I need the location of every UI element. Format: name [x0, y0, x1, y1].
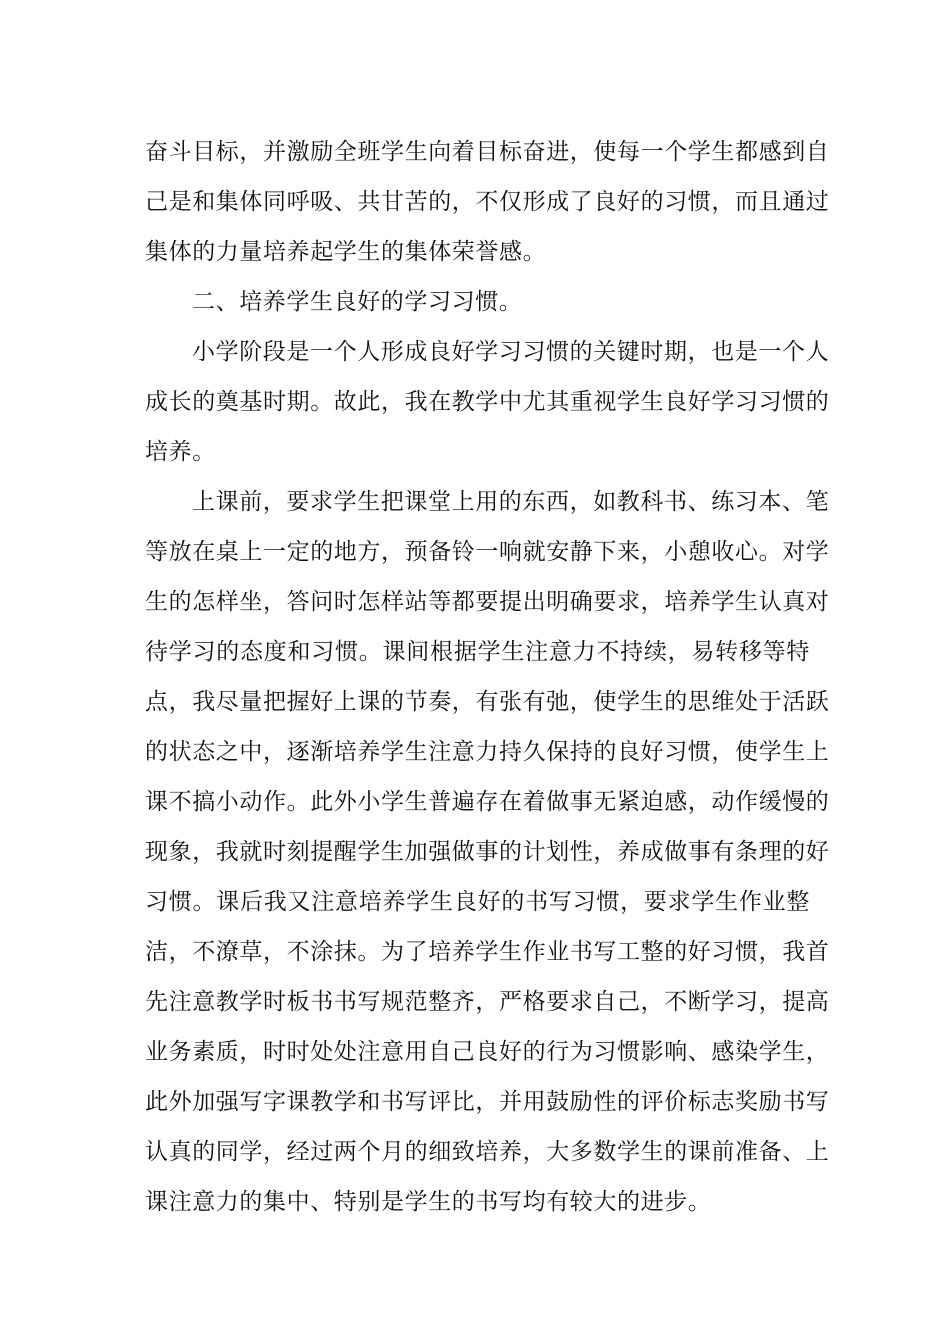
- paragraph-line: 待学习的态度和习惯。课间根据学生注意力不持续，易转移等特: [145, 639, 810, 665]
- paragraph-line: 培养。: [145, 439, 216, 465]
- paragraph-line: 己是和集体同呼吸、共甘苦的，不仅形成了良好的习惯，而且通过: [145, 189, 830, 215]
- paragraph-line: 课不搞小动作。此外小学生普遍存在着做事无紧迫感，动作缓慢的: [145, 789, 830, 815]
- paragraph-line: 认真的同学，经过两个月的细致培养，大多数学生的课前准备、上: [145, 1139, 830, 1165]
- section-heading: 二、培养学生良好的学习习惯。: [192, 289, 523, 315]
- paragraph-line: 等放在桌上一定的地方，预备铃一响就安静下来，小憩收心。对学: [145, 539, 830, 565]
- paragraph-line: 的状态之中，逐渐培养学生注意力持久保持的良好习惯，使学生上: [145, 739, 830, 765]
- paragraph-line: 点，我尽量把握好上课的节奏，有张有弛，使学生的思维处于活跃: [145, 689, 830, 715]
- paragraph-line: 课注意力的集中、特别是学生的书写均有较大的进步。: [145, 1189, 712, 1215]
- paragraph-line: 习惯。课后我又注意培养学生良好的书写习惯，要求学生作业整: [145, 889, 810, 915]
- paragraph-line: 此外加强写字课教学和书写评比，并用鼓励性的评价标志奖励书写: [145, 1089, 830, 1115]
- paragraph-line: 成长的奠基时期。故此，我在教学中尤其重视学生良好学习习惯的: [145, 389, 830, 415]
- paragraph-line: 上课前，要求学生把课堂上用的东西，如教科书、练习本、笔: [192, 489, 830, 515]
- paragraph-line: 奋斗目标，并激励全班学生向着目标奋进，使每一个学生都感到自: [145, 139, 830, 165]
- paragraph-line: 生的怎样坐，答问时怎样站等都要提出明确要求，培养学生认真对: [145, 589, 830, 615]
- paragraph-line: 现象，我就时刻提醒学生加强做事的计划性，养成做事有条理的好: [145, 839, 830, 865]
- paragraph-line: 先注意教学时板书书写规范整齐，严格要求自己，不断学习，提高: [145, 989, 830, 1015]
- paragraph-line: 小学阶段是一个人形成良好学习习惯的关键时期，也是一个人: [192, 339, 830, 365]
- paragraph-line: 业务素质，时时处处注意用自己良好的行为习惯影响、感染学生，: [145, 1039, 830, 1065]
- paragraph-line: 集体的力量培养起学生的集体荣誉感。: [145, 239, 547, 265]
- paragraph-line: 洁，不潦草，不涂抹。为了培养学生作业书写工整的好习惯，我首: [145, 939, 830, 965]
